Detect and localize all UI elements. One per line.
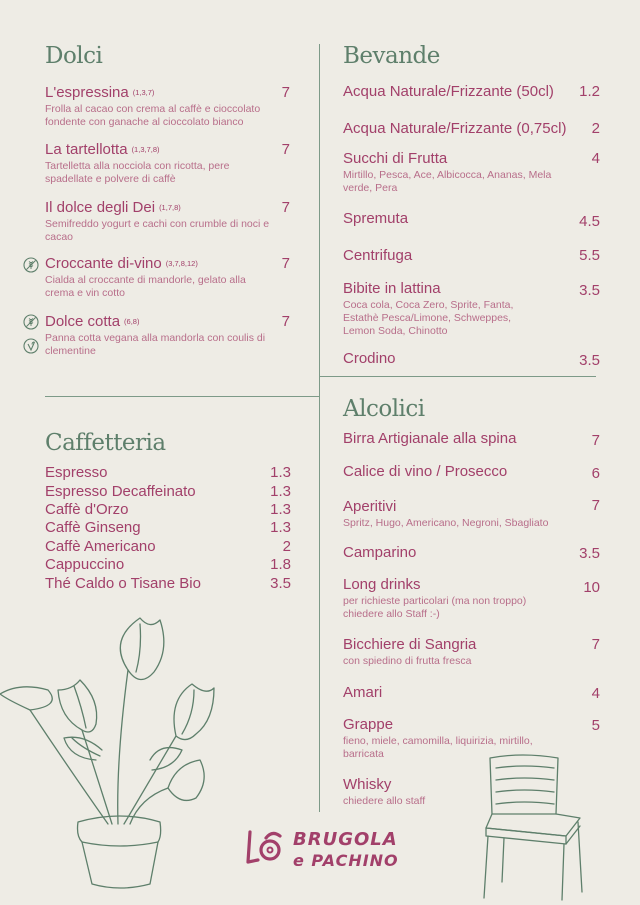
- item-price: 1.2: [579, 83, 600, 100]
- item-name: Succhi di Frutta: [343, 150, 448, 167]
- list-item: [343, 498, 573, 530]
- allergens: (1,3,7,8): [131, 145, 160, 154]
- item-name: Caffè Ginseng: [45, 519, 141, 536]
- item-description: Mirtillo, Pesca, Ace, Albicocca, Ananas, Mela verde, Pera: [343, 169, 552, 194]
- item-name: Bibite in lattina: [343, 280, 441, 297]
- item-price: 2: [591, 120, 600, 137]
- item-price: 2: [282, 538, 291, 555]
- item-price: 7: [281, 84, 290, 101]
- item-description: Cialda al croccante di mandorle, gelato alla crema e vin cotto: [45, 274, 246, 299]
- item-description: fieno, miele, camomilla, liquirizia, mirtillo, barricata: [343, 735, 533, 760]
- list-item: [343, 120, 566, 138]
- dolci-divider: [45, 396, 319, 397]
- list-item: [343, 247, 412, 265]
- list-item: [343, 280, 543, 338]
- item-price: 1.3: [270, 519, 291, 536]
- bevande-title: Bevande: [343, 43, 440, 69]
- bevande-divider: [320, 376, 596, 377]
- gluten-free-icon: [23, 257, 39, 273]
- list-item: [343, 210, 408, 228]
- item-name: Caffè d'Orzo: [45, 501, 129, 518]
- item-price: 6: [591, 465, 600, 482]
- item-price: 7: [281, 255, 290, 272]
- list-item: [45, 141, 255, 186]
- item-name: La tartellotta: [45, 141, 128, 158]
- item-price: 5.5: [579, 247, 600, 264]
- list-item: [343, 350, 396, 368]
- chair-illustration: [482, 752, 592, 902]
- allergens: (1,7,8): [159, 203, 181, 212]
- list-item: [45, 199, 275, 244]
- item-price: 3.5: [579, 282, 600, 299]
- list-item: [343, 463, 507, 481]
- list-item: [45, 575, 291, 593]
- item-name: Aperitivi: [343, 498, 397, 515]
- item-name: Grappe: [343, 716, 394, 733]
- list-item: [343, 430, 516, 448]
- item-name: Acqua Naturale/Frizzante (50cl): [343, 83, 554, 100]
- item-name: Espresso: [45, 464, 108, 481]
- item-price: 5: [591, 717, 600, 734]
- item-price: 3.5: [270, 575, 291, 592]
- item-description: chiedere allo staff: [343, 795, 426, 807]
- item-price: 4: [591, 685, 600, 702]
- item-name: Crodino: [343, 350, 396, 367]
- item-name: L'espressina: [45, 84, 129, 101]
- logo-text-line2: e PACHINO: [293, 851, 399, 870]
- item-price: 4.5: [579, 213, 600, 230]
- item-name: Il dolce degli Dei: [45, 199, 156, 216]
- list-item: [343, 150, 553, 195]
- item-name: Acqua Naturale/Frizzante (0,75cl): [343, 120, 567, 137]
- caffetteria-title: Caffetteria: [45, 430, 166, 456]
- item-description: Panna cotta vegana alla mandorla con coulis di clementine: [45, 332, 266, 357]
- allergens: (6,8): [124, 317, 140, 326]
- allergens: (1,3,7): [132, 88, 155, 97]
- item-name: Croccante di-vino: [45, 255, 162, 272]
- item-price: 7: [591, 636, 600, 653]
- alcolici-title: Alcolici: [343, 396, 425, 422]
- item-name: Caffè Americano: [45, 538, 156, 555]
- item-price: 1.3: [270, 464, 291, 481]
- item-price: 3.5: [579, 545, 600, 562]
- item-description: Coca cola, Coca Zero, Sprite, Fanta, Estathè Pesca/Limone, Schweppes, Lemon Soda, Chinotto: [343, 299, 514, 337]
- column-divider: [319, 44, 320, 812]
- item-name: Espresso Decaffeinato: [45, 483, 196, 500]
- item-price: 7: [281, 141, 290, 158]
- list-item: [343, 776, 503, 808]
- item-name: Centrifuga: [343, 247, 413, 264]
- list-item: [343, 83, 554, 101]
- item-name: Thé Caldo o Tisane Bio: [45, 575, 201, 592]
- list-item: [343, 544, 416, 562]
- item-price: 3.5: [579, 352, 600, 369]
- item-price: 7: [591, 497, 600, 514]
- item-name: Birra Artigianale alla spina: [343, 430, 517, 447]
- item-description: per richieste particolari (ma non troppo) chiedere allo Staff :-): [343, 595, 527, 620]
- item-price: 4: [591, 150, 600, 167]
- brand-logo-icon: [244, 828, 284, 868]
- list-item: [45, 464, 291, 482]
- list-item: [45, 519, 291, 537]
- item-price: 7: [281, 199, 290, 216]
- gluten-free-icon: [23, 314, 39, 330]
- item-name: Cappuccino: [45, 556, 125, 573]
- item-name: Calice di vino / Prosecco: [343, 463, 508, 480]
- item-price: 1.3: [270, 483, 291, 500]
- list-item: [45, 483, 291, 501]
- item-description: Tartelletta alla nocciola con ricotta, pere spadellate e polvere di caffè: [45, 160, 230, 185]
- item-name: Dolce cotta: [45, 313, 121, 330]
- item-price: 7: [281, 313, 290, 330]
- list-item: [45, 313, 280, 358]
- list-item: [45, 538, 291, 556]
- dolci-title: Dolci: [45, 43, 103, 69]
- allergens: (3,7,8,12): [165, 259, 198, 268]
- vegan-icon: [23, 338, 39, 354]
- plant-illustration: [0, 610, 230, 900]
- item-name: Spremuta: [343, 210, 409, 227]
- item-price: 1.8: [270, 556, 291, 573]
- item-name: Amari: [343, 684, 383, 701]
- list-item: [343, 684, 382, 702]
- logo-text-line1: BRUGOLA: [293, 829, 398, 850]
- list-item: [45, 84, 270, 129]
- list-item: [45, 501, 291, 519]
- item-name: Whisky: [343, 776, 392, 793]
- item-price: 7: [591, 432, 600, 449]
- item-price: 10: [583, 579, 600, 596]
- item-description: Spritz, Hugo, Americano, Negroni, Sbagliato: [343, 517, 549, 529]
- item-name: Long drinks: [343, 576, 421, 593]
- list-item: [343, 636, 563, 668]
- item-description: Frolla al cacao con crema al caffè e cioccolato fondente con ganache al cioccolato bianco: [45, 103, 261, 128]
- item-description: Semifreddo yogurt e cachi con crumble di noci e cacao: [45, 218, 270, 243]
- list-item: [45, 255, 260, 300]
- list-item: [343, 576, 548, 621]
- item-price: 1.3: [270, 501, 291, 518]
- list-item: [45, 556, 291, 574]
- item-name: Camparino: [343, 544, 417, 561]
- item-name: Bicchiere di Sangria: [343, 636, 477, 653]
- item-description: con spiedino di frutta fresca: [343, 655, 472, 667]
